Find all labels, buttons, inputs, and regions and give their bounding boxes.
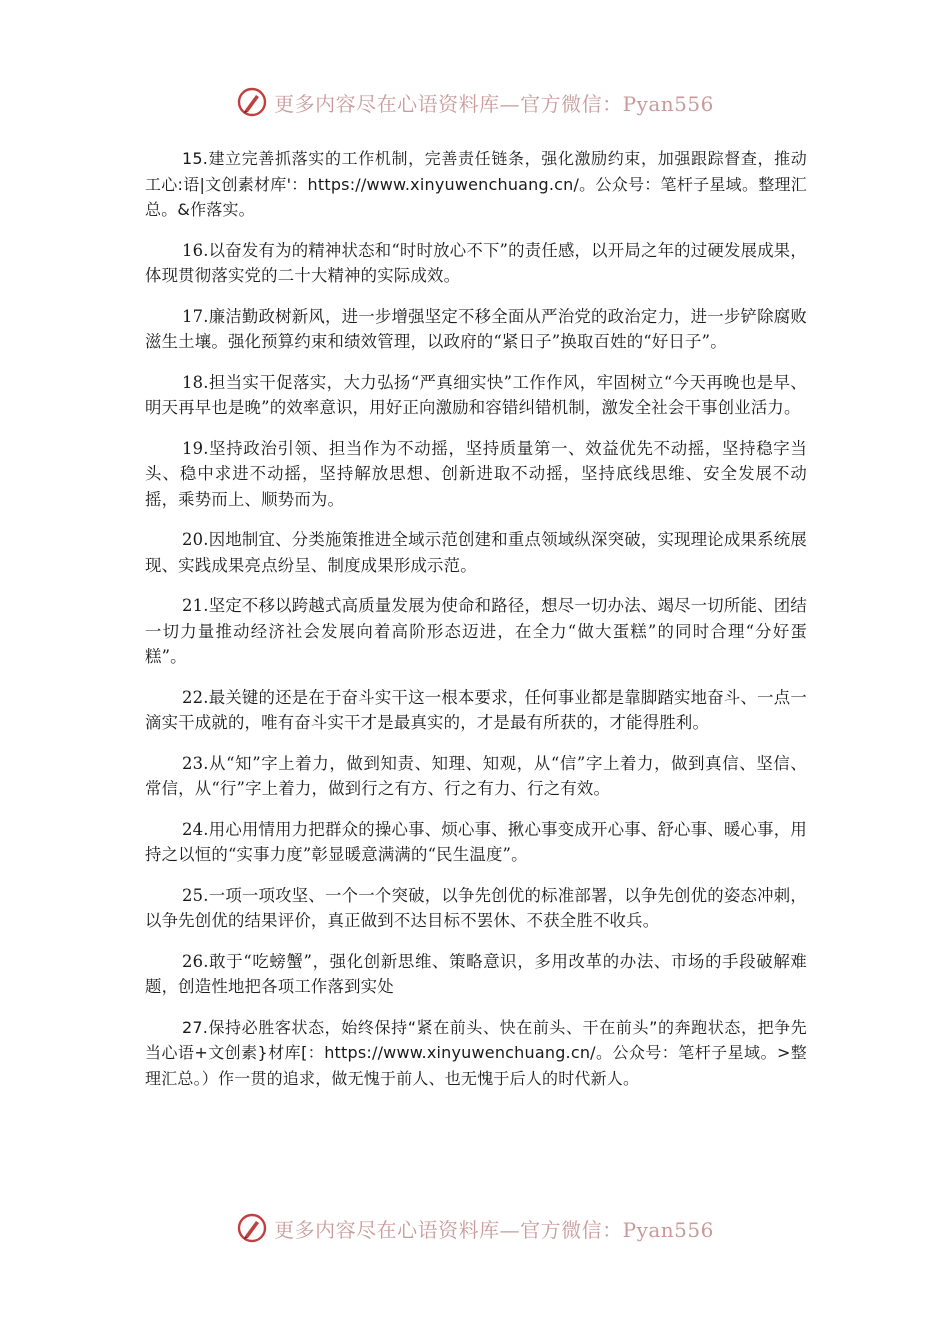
banner-text: 更多内容尽在心语资料库—官方微信：Pyan556 <box>274 1217 714 1242</box>
paragraph-20: 20.因地制宜、分类施策推进全域示范创建和重点领域纵深突破，实现理论成果系统展现、实践成果亮点纷呈、制度成果形成示范。 <box>145 530 807 575</box>
paragraph-24: 24.用心用情用力把群众的操心事、烦心事、揪心事变成开心事、舒心事、暖心事，用持之以恒的“实事力度”彰显暖意满满的“民生温度”。 <box>145 819 807 864</box>
paragraph-25: 25.一项一项攻坚、一个一个突破，以争先创优的标准部署，以争先创优的姿态冲刺，以争先创优的结果评价，真正做到不达目标不罢休、不获全胜不收兵。 <box>145 885 807 930</box>
paragraph-22: 22.最关键的还是在于奋斗实干这一根本要求，任何事业都是靠脚踏实地奋斗、一点一滴实干成就的，唯有奋斗实干才是最真实的，才是最有所获的，才能得胜利。 <box>145 687 807 732</box>
paragraph-21: 21.坚定不移以跨越式高质量发展为使命和路径，想尽一切办法、竭尽一切所能、团结一切力量推动经济社会发展向着高阶形态迈进，在全力“做大蛋糕”的同时合理“分好蛋糕”。 <box>145 596 807 666</box>
header-banner <box>0 86 950 118</box>
paragraph-19: 19.坚持政治引领、担当作为不动摇，坚持质量第一、效益优先不动摇，坚持稳字当头、稳中求进不动摇，坚持解放思想、创新进取不动摇，坚持底线思维、安全发展不动摇，乘势而上、顺势而为。 <box>145 438 807 509</box>
paragraph-23: 23.从“知”字上着力，做到知责、知理、知观，从“信”字上着力，做到真信、坚信、常信，从“行”字上着力，做到行之有方、行之有力、行之有效。 <box>145 753 807 798</box>
document-body <box>145 146 807 1106</box>
pen-circle-icon <box>236 1212 268 1244</box>
paragraph-17: 17.廉洁勤政树新风，进一步增强坚定不移全面从严治党的政治定力，进一步铲除腐败滋生土壤。强化预算约束和绩效管理，以政府的“紧日子”换取百姓的“好日子”。 <box>145 306 807 351</box>
paragraph-16: 16.以奋发有为的精神状态和“时时放心不下”的责任感，以开局之年的过硬发展成果，体现贯彻落实党的二十大精神的实际成效。 <box>145 240 807 285</box>
pen-circle-icon <box>236 86 268 118</box>
banner-text: 更多内容尽在心语资料库—官方微信：Pyan556 <box>274 91 714 116</box>
footer-banner <box>0 1212 950 1244</box>
paragraph-26: 26.敢于“吃螃蟹”，强化创新思维、策略意识，多用改革的办法、市场的手段破解难题，创造性地把各项工作落到实处 <box>145 951 807 996</box>
paragraph-27: 27.保持必胜客状态，始终保持“紧在前头、快在前头、干在前头”的奔跑状态，把争先当心语+文创素}材库[：https://www.xinyuwenchuang.cn/。公众号：笔杆子星域。>整理汇总。）作一贯的追求，做无愧于前人、也无愧于后人的时代新人。 <box>145 1017 807 1088</box>
paragraph-15: 15.建立完善抓落实的工作机制，完善责任链条，强化激励约束，加强跟踪督查，推动工心:语|文创素材库'：https://www.xinyuwenchuang.cn/。公众号：笔杆子星域。整理汇总。&作落实。 <box>145 149 807 219</box>
paragraph-18: 18.担当实干促落实，大力弘扬“严真细实快”工作作风，牢固树立“今天再晚也是早、明天再早也是晚”的效率意识，用好正向激励和容错纠错机制，激发全社会干事创业活力。 <box>145 372 807 417</box>
